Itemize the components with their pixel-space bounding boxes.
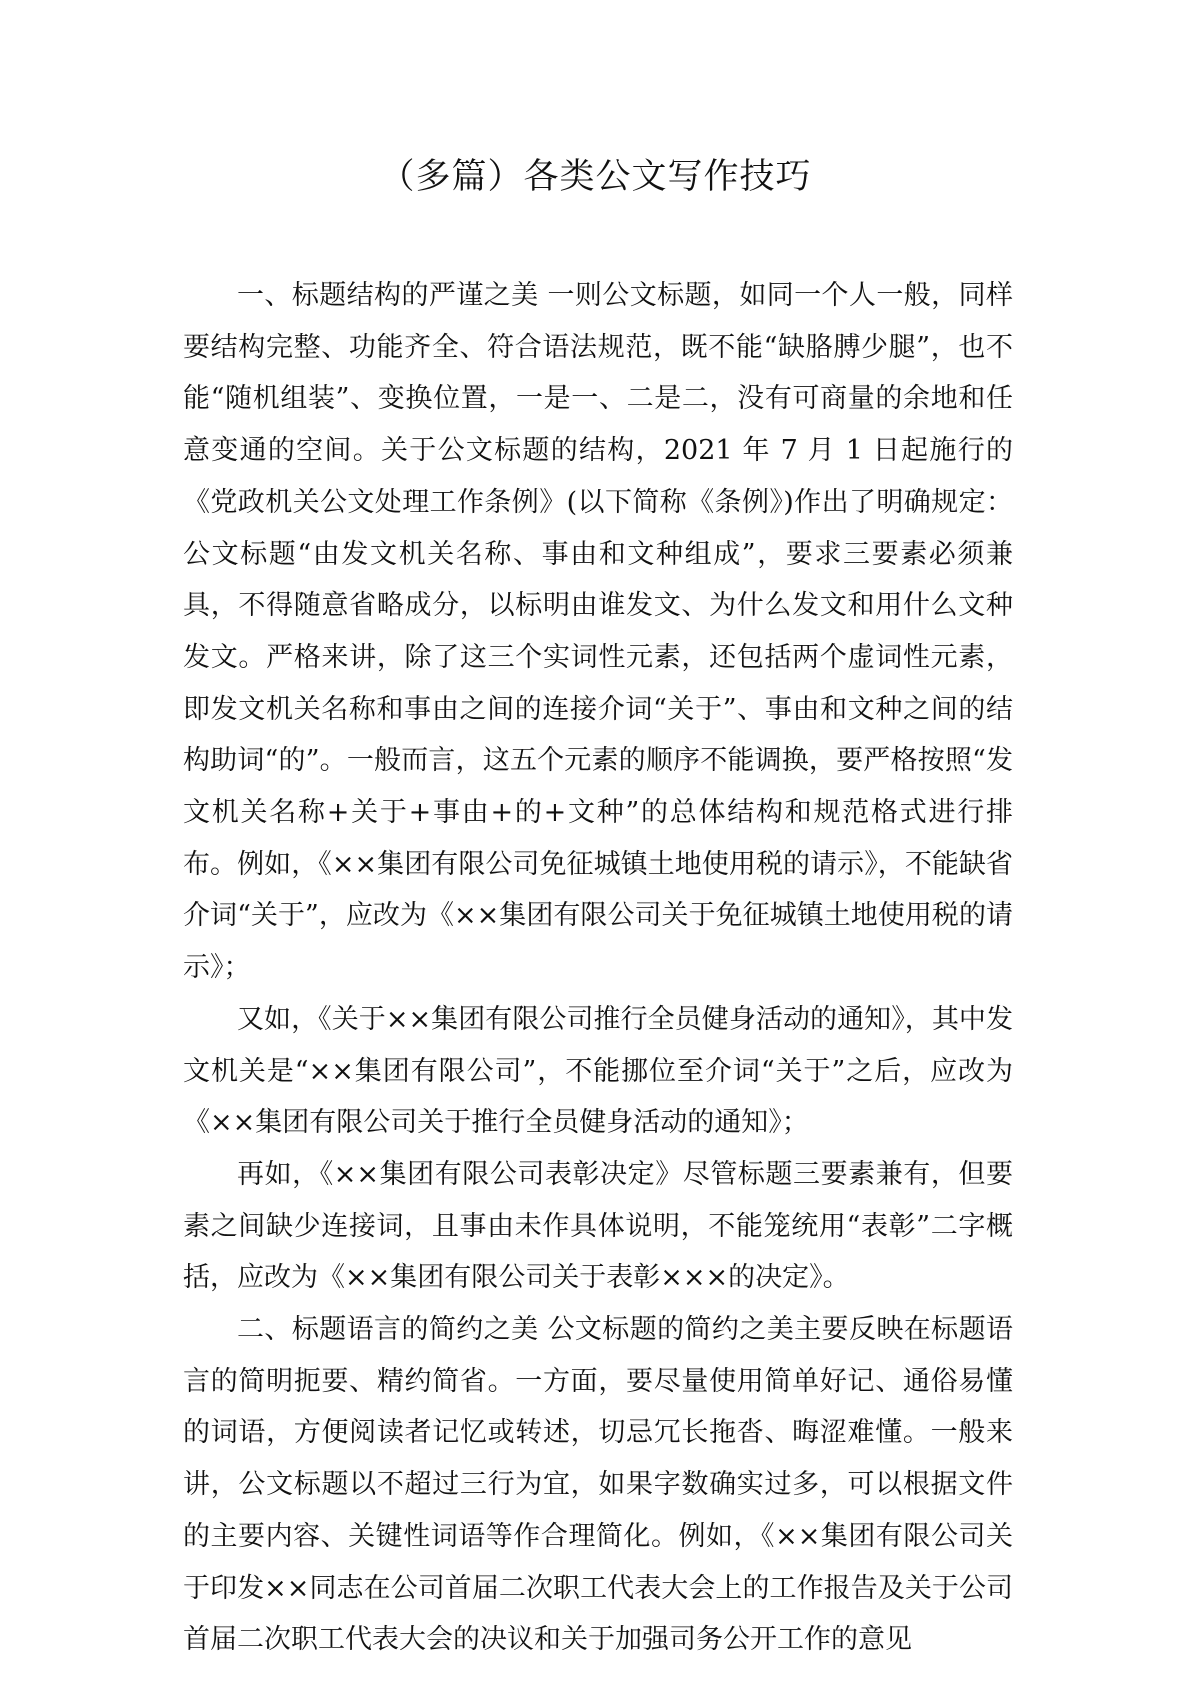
paragraph-title-language: 二、标题语言的简约之美 公文标题的简约之美主要反映在标题语言的简明扼要、精约简省。一方面，要尽量使用简单好记、通俗易懂的词语，方便阅读者记忆或转述，切忌冗长拖沓、晦涩难懂。一般来讲，公文标题以不超过三行为宜，如果字数确实过多，可以根据文件的主要内容、关键性词语等作合理简化。例如，《××集团有限公司关于印发××同志在公司首届二次职工代表大会上的工作报告及关于公司首届二次职工代表大会的决议和关于加强司务公开工作的意见	[183, 1314, 1013, 1656]
paragraph-example-three: 再如，《××集团有限公司表彰决定》尽管标题三要素兼有，但要素之间缺少连接词，且事由未作具体说明，不能笼统用“表彰”二字概括，应改为《××集团有限公司关于表彰×××的决定》。	[183, 1158, 1013, 1294]
paragraph-title-structure: 一、标题结构的严谨之美 一则公文标题，如同一个人一般，同样要结构完整、功能齐全、符合语法规范，既不能“缺胳膊少腿”，也不能“随机组装”、变换位置，一是一、二是二，没有可商量的余地和任意变通的空间。关于公文标题的结构，2021 年 7 月 1 日起施行的《党政机关公文处理工作条例》(以下简称《条例》)作出了明确规定：公文标题“由发文机关名称、事由和文种组成”，要求三要素必须兼具，不得随意省略成分，以标明由谁发文、为什么发文和用什么文种发文。严格来讲，除了这三个实词性元素，还包括两个虚词性元素，即发文机关名称和事由之间的连接介词“关于”、事由和文种之间的结构助词“的”。一般而言，这五个元素的顺序不能调换，要严格按照“发文机关名称+关于+事由+的+文种”的总体结构和规范格式进行排布。例如，《××集团有限公司免征城镇土地使用税的请示》，不能缺省介词“关于”，应改为《××集团有限公司关于免征城镇土地使用税的请示》；	[183, 280, 1013, 984]
document-body	[183, 270, 1013, 1666]
document-title: （多篇）各类公文写作技巧	[379, 157, 812, 197]
paragraph-example-two: 又如，《关于××集团有限公司推行全员健身活动的通知》，其中发文机关是“××集团有限公司”，不能挪位至介词“关于”之后，应改为《××集团有限公司关于推行全员健身活动的通知》；	[183, 1003, 1013, 1139]
